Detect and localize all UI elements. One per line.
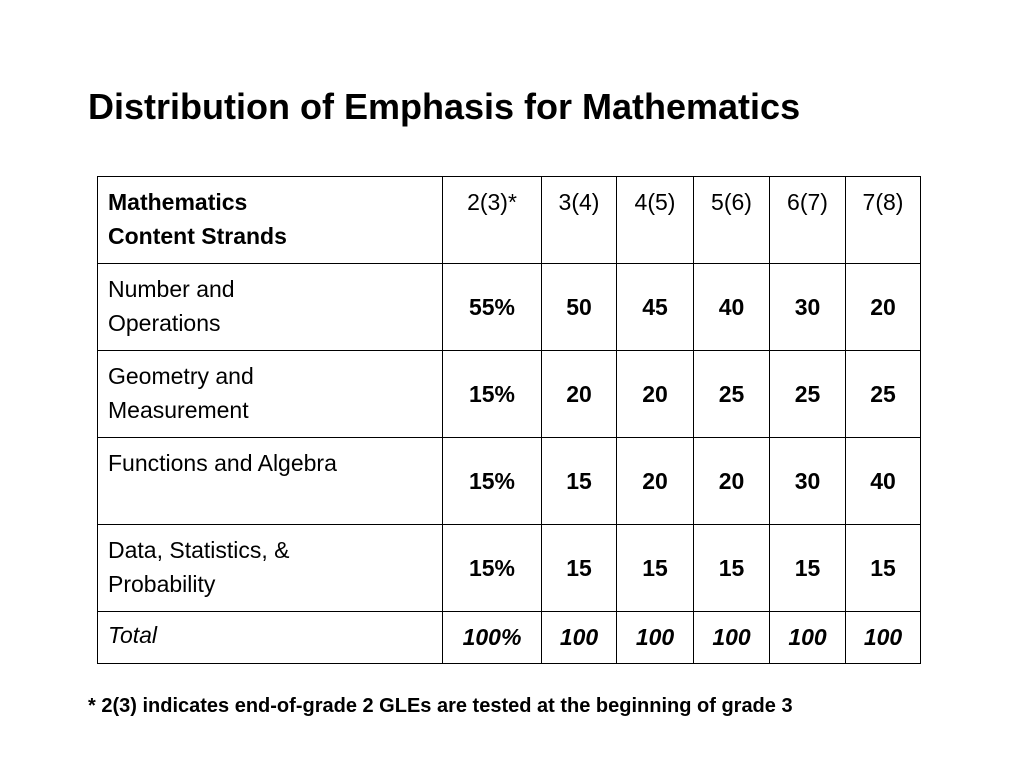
table-row [98,264,921,351]
table-header-row [98,177,921,264]
grade-header-cell: 6(7) [770,177,846,264]
total-value-cell: 100 [846,612,921,664]
grade-header-cell: 4(5) [617,177,694,264]
value-cell: 50 [542,264,617,351]
value-cell: 15% [443,351,542,438]
strand-label-cell [98,264,443,351]
grade-header-cell: 3(4) [542,177,617,264]
strand-label-line2: Measurement [108,397,249,423]
strand-header-line1: Mathematics [108,189,248,215]
grade-header-cell: 5(6) [694,177,770,264]
value-cell: 40 [694,264,770,351]
strand-label-cell [98,525,443,612]
strand-label-line1: Functions and Algebra [108,450,337,476]
value-cell: 15 [542,525,617,612]
value-cell: 20 [542,351,617,438]
value-cell: 20 [617,438,694,525]
value-cell: 30 [770,438,846,525]
footnote: * 2(3) indicates end-of-grade 2 GLEs are tested at the beginning of grade 3 [88,695,793,717]
value-cell: 15 [770,525,846,612]
table-row [98,351,921,438]
strand-label-line1: Data, Statistics, & [108,537,290,563]
table-row [98,525,921,612]
total-label-cell: Total [98,612,443,664]
value-cell: 45 [617,264,694,351]
grade-header-cell: 7(8) [846,177,921,264]
strand-label-line2: Probability [108,571,216,597]
value-cell: 15% [443,438,542,525]
value-cell: 30 [770,264,846,351]
value-cell: 15 [617,525,694,612]
table-row [98,438,921,525]
total-value-cell: 100 [617,612,694,664]
table-total-row [98,612,921,664]
strand-header-line2: Content Strands [108,223,287,249]
value-cell: 25 [694,351,770,438]
value-cell: 15 [694,525,770,612]
total-value-cell: 100 [694,612,770,664]
value-cell: 55% [443,264,542,351]
value-cell: 20 [694,438,770,525]
value-cell: 15 [846,525,921,612]
value-cell: 25 [770,351,846,438]
value-cell: 15 [542,438,617,525]
strand-label-line1: Geometry and [108,363,254,389]
strand-label-cell [98,438,443,525]
slide-title: Distribution of Emphasis for Mathematics [88,86,801,127]
total-value-cell: 100% [443,612,542,664]
strand-label-line2: Operations [108,310,221,336]
strand-label-line1: Number and [108,276,235,302]
value-cell: 40 [846,438,921,525]
value-cell: 20 [846,264,921,351]
grade-header-cell: 2(3)* [443,177,542,264]
total-value-cell: 100 [542,612,617,664]
total-value-cell: 100 [770,612,846,664]
strand-label-cell [98,351,443,438]
value-cell: 15% [443,525,542,612]
strand-header-cell [98,177,443,264]
value-cell: 20 [617,351,694,438]
value-cell: 25 [846,351,921,438]
emphasis-table [97,176,921,664]
